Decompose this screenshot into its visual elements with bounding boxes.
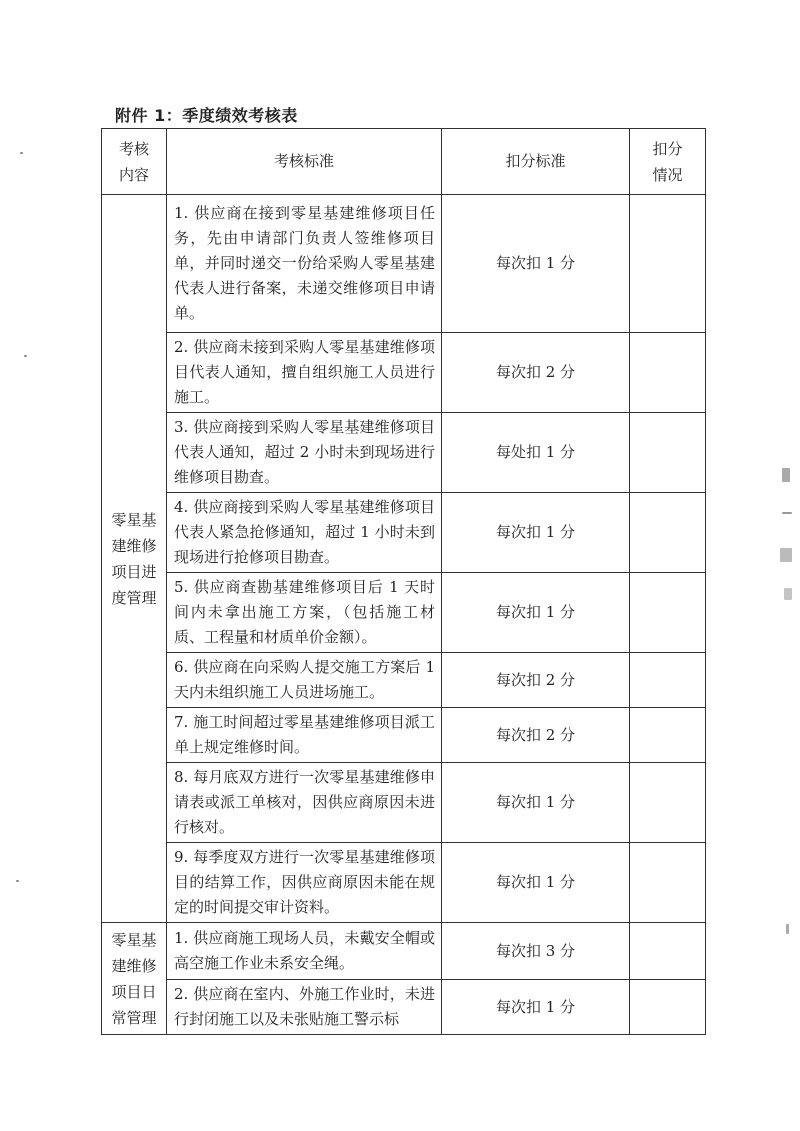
standard-cell: 4. 供应商接到采购人零星基建维修项目代表人紧急抢修通知，超过 1 小时未到现场进行抢修项目勘查。	[167, 493, 442, 573]
standard-cell: 9. 每季度双方进行一次零星基建维修项目的结算工作，因供应商原因未能在规定的时间提交审计资料。	[167, 843, 442, 923]
standard-cell: 3. 供应商接到采购人零星基建维修项目代表人通知，超过 2 小时未到现场进行维修项目勘查。	[167, 413, 442, 493]
standard-cell: 2. 供应商在室内、外施工作业时，未进行封闭施工以及未张贴施工警示标	[167, 980, 442, 1035]
header-deduction: 扣分标准	[442, 129, 630, 195]
assessment-table	[101, 128, 706, 1035]
header-score: 扣分情况	[630, 129, 706, 195]
scan-speck	[24, 355, 27, 357]
deduction-cell: 每次扣 2 分	[442, 653, 630, 708]
standard-cell: 5. 供应商查勘基建维修项目后 1 天时间内未拿出施工方案，（包括施工材质、工程量和材质单价金额）。	[167, 573, 442, 653]
header-row	[102, 129, 706, 195]
section-category: 零星基建维修项目进度管理	[102, 195, 167, 923]
score-cell[interactable]	[630, 653, 706, 708]
standard-cell: 7. 施工时间超过零星基建维修项目派工单上规定维修时间。	[167, 708, 442, 763]
standard-cell: 6. 供应商在向采购人提交施工方案后 1 天内未组织施工人员进场施工。	[167, 653, 442, 708]
deduction-cell: 每次扣 2 分	[442, 708, 630, 763]
deduction-cell: 每次扣 1 分	[442, 763, 630, 843]
deduction-cell: 每次扣 1 分	[442, 573, 630, 653]
table-row	[102, 333, 706, 413]
table-row	[102, 980, 706, 1035]
header-category: 考核内容	[102, 129, 167, 195]
scan-speck	[786, 924, 789, 934]
table-row	[102, 763, 706, 843]
page-title: 附件 1：季度绩效考核表	[115, 106, 298, 125]
score-cell[interactable]	[630, 708, 706, 763]
score-cell[interactable]	[630, 573, 706, 653]
deduction-cell: 每次扣 3 分	[442, 923, 630, 980]
deduction-cell: 每次扣 1 分	[442, 195, 630, 333]
table-row	[102, 413, 706, 493]
scan-speck	[782, 512, 792, 514]
table-row	[102, 573, 706, 653]
standard-cell: 1. 供应商在接到零星基建维修项目任务，先由申请部门负责人签维修项目单，并同时递交一份给采购人零星基建代表人进行备案，未递交维修项目申请单。	[167, 195, 442, 333]
deduction-cell: 每次扣 1 分	[442, 493, 630, 573]
header-standard: 考核标准	[167, 129, 442, 195]
section-category: 零星基建维修项目日常管理	[102, 923, 167, 1035]
deduction-cell: 每次扣 1 分	[442, 843, 630, 923]
standard-cell: 8. 每月底双方进行一次零星基建维修申请表或派工单核对，因供应商原因未进行核对。	[167, 763, 442, 843]
score-cell[interactable]	[630, 763, 706, 843]
score-cell[interactable]	[630, 980, 706, 1035]
scan-speck	[20, 152, 23, 154]
score-cell[interactable]	[630, 843, 706, 923]
deduction-cell: 每处扣 1 分	[442, 413, 630, 493]
score-cell[interactable]	[630, 333, 706, 413]
score-cell[interactable]	[630, 413, 706, 493]
score-cell[interactable]	[630, 923, 706, 980]
standard-cell: 1. 供应商施工现场人员，未戴安全帽或高空施工作业未系安全绳。	[167, 923, 442, 980]
table-row	[102, 195, 706, 333]
score-cell[interactable]	[630, 493, 706, 573]
table-row	[102, 923, 706, 980]
table-row	[102, 493, 706, 573]
table-row	[102, 653, 706, 708]
table-row	[102, 708, 706, 763]
deduction-cell: 每次扣 1 分	[442, 980, 630, 1035]
standard-cell: 2. 供应商未接到采购人零星基建维修项目代表人通知，擅自组织施工人员进行施工。	[167, 333, 442, 413]
scan-speck	[784, 588, 792, 600]
scan-speck	[780, 548, 792, 562]
score-cell[interactable]	[630, 195, 706, 333]
scan-speck	[16, 880, 19, 882]
scan-speck	[782, 468, 790, 482]
table-row	[102, 843, 706, 923]
deduction-cell: 每次扣 2 分	[442, 333, 630, 413]
